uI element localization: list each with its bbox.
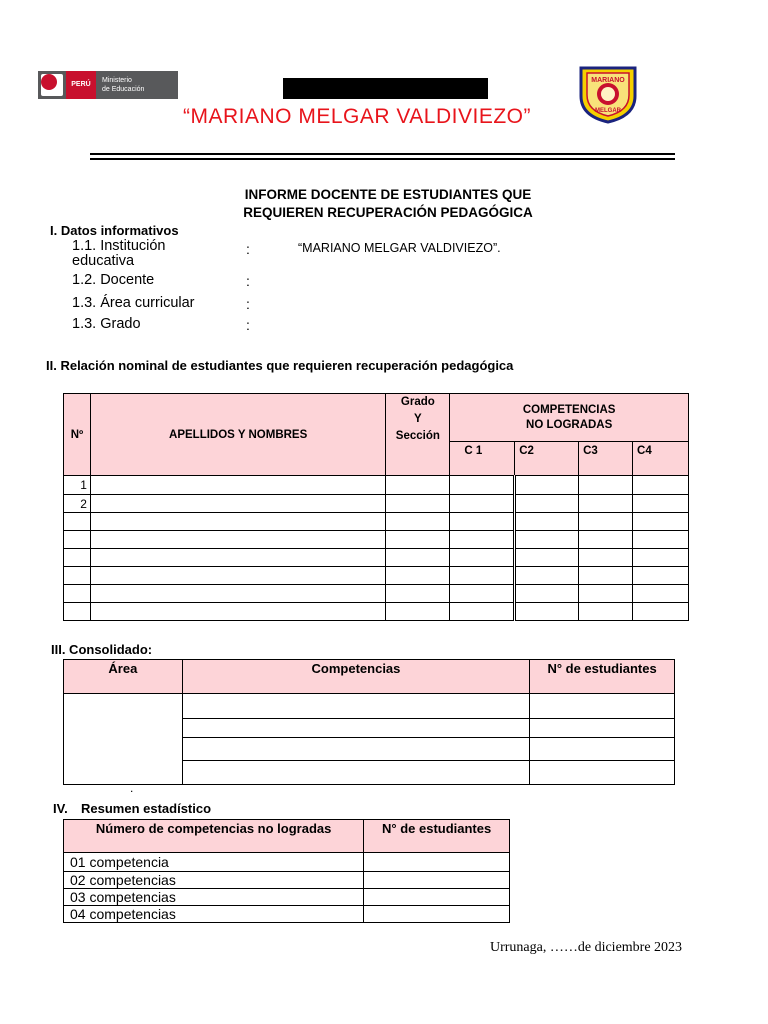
competency-c1-cell[interactable] — [450, 476, 515, 495]
competency-c2-cell[interactable] — [515, 603, 579, 621]
crest-lettering-2: MELGAR — [595, 108, 621, 114]
row-number-cell — [64, 603, 91, 621]
place-date: Urrunaga, ……de diciembre 2023 — [490, 940, 683, 955]
row-number-cell: 2 — [64, 495, 91, 513]
student-name-cell[interactable] — [90, 531, 385, 549]
consolidated-table — [63, 659, 675, 785]
competency-c3-cell[interactable] — [579, 549, 633, 567]
grade-section-cell[interactable] — [386, 549, 450, 567]
table-row — [64, 853, 510, 872]
section2-heading: II. Relación nominal de estudiantes que requieren recuperación pedagógica — [46, 358, 514, 373]
field-institution-value: “MARIANO MELGAR VALDIVIEZO”. — [298, 241, 501, 255]
ministry-country: PERÚ — [66, 71, 96, 99]
section4-heading-number: IV. — [53, 801, 68, 816]
row-number-cell — [64, 531, 91, 549]
student-name-cell[interactable] — [90, 567, 385, 585]
stray-dot: . — [130, 781, 134, 795]
table-row — [64, 513, 689, 531]
competency-c4-cell[interactable] — [633, 585, 689, 603]
col-count-header: N° de estudiantes — [530, 660, 675, 694]
competency-c3-cell[interactable] — [579, 495, 633, 513]
student-name-cell[interactable] — [90, 585, 385, 603]
summary-count-cell[interactable] — [364, 906, 510, 923]
summary-label-cell: 02 competencias — [64, 872, 364, 889]
grade-section-cell[interactable] — [386, 603, 450, 621]
competency-c2-cell[interactable] — [515, 549, 579, 567]
summary-count-cell[interactable] — [364, 853, 510, 872]
header-divider-bottom — [90, 158, 675, 160]
competency-c2-cell[interactable] — [515, 476, 579, 495]
competency-c3-cell[interactable] — [579, 603, 633, 621]
col-c4-header: C4 — [633, 442, 689, 476]
field-institution-label-2: educativa — [72, 253, 135, 269]
field-institution-colon: : — [246, 241, 250, 257]
count-cell[interactable] — [530, 694, 675, 719]
competency-c4-cell[interactable] — [633, 513, 689, 531]
table-row — [64, 531, 689, 549]
school-crest-icon — [577, 62, 639, 124]
competency-cell[interactable] — [182, 719, 529, 738]
col-area-header: Área — [64, 660, 183, 694]
col-c2-header: C2 — [515, 442, 579, 476]
summary-label-cell: 01 competencia — [64, 853, 364, 872]
col-c1-header: C 1 — [450, 442, 515, 476]
field-area-colon: : — [246, 296, 250, 312]
table-row — [64, 603, 689, 621]
count-cell[interactable] — [530, 761, 675, 785]
student-name-cell[interactable] — [90, 549, 385, 567]
document-title-line1: INFORME DOCENTE DE ESTUDIANTES QUE — [244, 187, 532, 202]
competency-c1-cell[interactable] — [450, 603, 515, 621]
competency-c3-cell[interactable] — [579, 585, 633, 603]
redaction-bar — [283, 78, 488, 99]
header-divider-top — [90, 153, 675, 155]
col-competencies-header: COMPETENCIAS NO LOGRADAS — [450, 394, 689, 442]
grade-section-cell[interactable] — [386, 567, 450, 585]
col-names-header: APELLIDOS Y NOMBRES — [90, 394, 385, 476]
competency-c4-cell[interactable] — [633, 531, 689, 549]
competency-c2-cell[interactable] — [515, 495, 579, 513]
competency-c1-cell[interactable] — [450, 549, 515, 567]
field-teacher-label: 1.2. Docente — [72, 272, 155, 288]
summary-count-cell[interactable] — [364, 889, 510, 906]
competency-c3-cell[interactable] — [579, 567, 633, 585]
grade-section-cell[interactable] — [386, 531, 450, 549]
grade-section-cell[interactable] — [386, 476, 450, 495]
col-competencias-header: Competencias — [182, 660, 529, 694]
grade-section-cell[interactable] — [386, 585, 450, 603]
summary-label-cell: 04 competencias — [64, 906, 364, 923]
row-number-cell: 1 — [64, 476, 91, 495]
section3-heading: III. Consolidado: — [51, 642, 153, 657]
grade-section-cell[interactable] — [386, 495, 450, 513]
table-row — [64, 585, 689, 603]
table-row — [64, 495, 689, 513]
row-number-cell — [64, 567, 91, 585]
field-grade-colon: : — [246, 317, 250, 333]
table-row — [64, 906, 510, 923]
col-no-header: Nº — [64, 394, 91, 476]
competency-cell[interactable] — [182, 738, 529, 761]
col-num-competencies-header: Número de competencias no logradas — [64, 820, 364, 853]
competency-c4-cell[interactable] — [633, 549, 689, 567]
student-name-cell[interactable] — [90, 603, 385, 621]
students-table — [63, 393, 689, 621]
student-name-cell[interactable] — [90, 513, 385, 531]
row-number-cell — [64, 549, 91, 567]
summary-table — [63, 819, 510, 923]
competency-c3-cell[interactable] — [579, 531, 633, 549]
competency-c4-cell[interactable] — [633, 476, 689, 495]
col-summary-count-header: N° de estudiantes — [364, 820, 510, 853]
competency-c1-cell[interactable] — [450, 585, 515, 603]
field-teacher-colon: : — [246, 273, 250, 289]
student-name-cell[interactable] — [90, 476, 385, 495]
student-name-cell[interactable] — [90, 495, 385, 513]
summary-count-cell[interactable] — [364, 872, 510, 889]
table-row — [64, 549, 689, 567]
count-cell[interactable] — [530, 719, 675, 738]
section4-heading: Resumen estadístico — [81, 801, 212, 816]
grade-section-cell[interactable] — [386, 513, 450, 531]
row-number-cell — [64, 513, 91, 531]
table-row — [64, 567, 689, 585]
area-cell[interactable] — [64, 694, 183, 785]
competency-c4-cell[interactable] — [633, 495, 689, 513]
col-c3-header: C3 — [579, 442, 633, 476]
ministry-name: Ministerio de Educación — [102, 77, 145, 93]
competency-c2-cell[interactable] — [515, 585, 579, 603]
competency-c4-cell[interactable] — [633, 603, 689, 621]
field-area-label: 1.3. Área curricular — [72, 295, 195, 311]
competency-cell[interactable] — [182, 694, 529, 719]
competency-c1-cell[interactable] — [450, 495, 515, 513]
competency-c3-cell[interactable] — [579, 476, 633, 495]
competency-c4-cell[interactable] — [633, 567, 689, 585]
field-institution-label: 1.1. Institución — [72, 238, 166, 254]
competency-c2-cell[interactable] — [515, 513, 579, 531]
ministry-logo — [38, 71, 178, 99]
table-row — [64, 889, 510, 906]
competency-c2-cell[interactable] — [515, 531, 579, 549]
competency-c3-cell[interactable] — [579, 513, 633, 531]
field-grade-label: 1.3. Grado — [72, 316, 141, 332]
document-title-line2: REQUIEREN RECUPERACIÓN PEDAGÓGICA — [243, 205, 533, 220]
table-row — [64, 872, 510, 889]
col-grade-header: Grado Y Sección — [386, 394, 450, 476]
section1-heading: I. Datos informativos — [50, 223, 179, 238]
shield-red-icon — [41, 74, 57, 90]
competency-c2-cell[interactable] — [515, 567, 579, 585]
crest-lettering: MARIANO — [591, 77, 625, 84]
count-cell[interactable] — [530, 738, 675, 761]
competency-c1-cell[interactable] — [450, 531, 515, 549]
row-number-cell — [64, 585, 91, 603]
competency-cell[interactable] — [182, 761, 529, 785]
table-row — [64, 476, 689, 495]
school-name: “MARIANO MELGAR VALDIVIEZO” — [183, 105, 531, 128]
competency-c1-cell[interactable] — [450, 513, 515, 531]
competency-c1-cell[interactable] — [450, 567, 515, 585]
summary-label-cell: 03 competencias — [64, 889, 364, 906]
